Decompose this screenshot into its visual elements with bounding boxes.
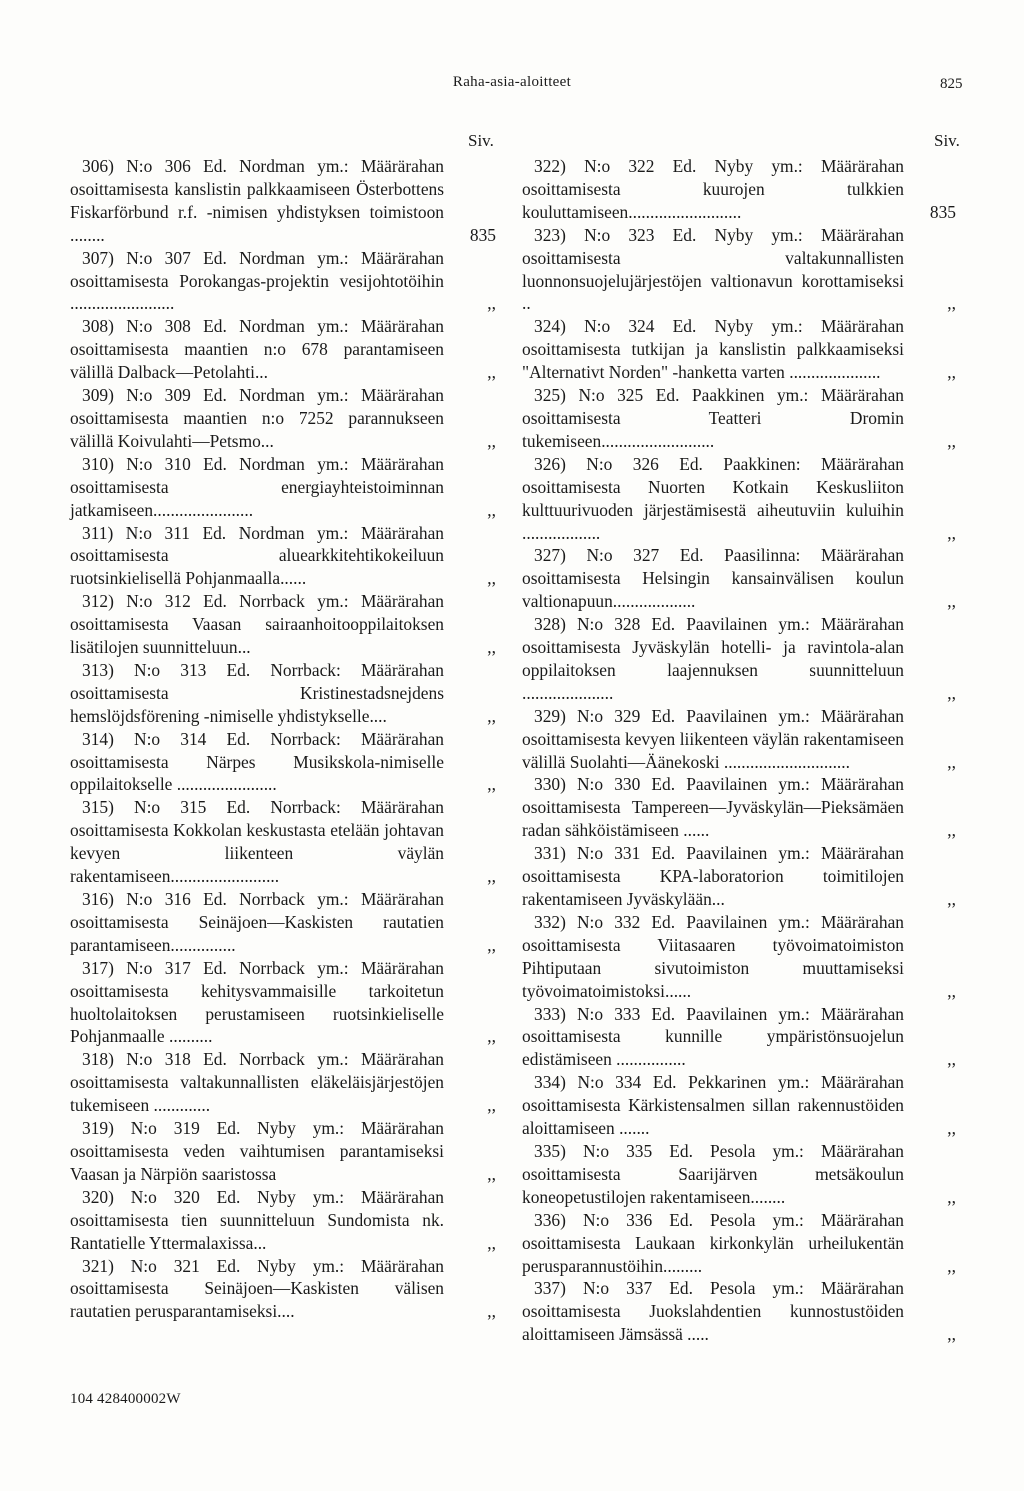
entry-text: 308) N:o 308 Ed. Nordman ym.: Määrärahan osoittamisesta maantien n:o 678 parantamiseen välillä Dalback—Petolahti... [70, 316, 444, 383]
list-item [522, 384, 956, 453]
siv-label: Siv. [468, 131, 494, 150]
entry-text: 309) N:o 309 Ed. Nordman ym.: Määrärahan osoittamisesta maantien n:o 7252 parannukseen välillä Koivulahti—Petsmo... [70, 385, 444, 451]
entry-text: 333) N:o 333 Ed. Paavilainen ym.: Määrärahan osoittamisesta kunnille ympäristönsuojelun edistämiseen ................ [522, 1003, 904, 1070]
entry-page-ref: ,, [487, 934, 496, 955]
entry-page-ref: ,, [487, 1026, 496, 1047]
entry-text: 312) N:o 312 Ed. Norrback ym.: Määrärahan osoittamisesta Vaasan sairaanhoitooppilaitoksen lisätilojen suunnitteluun... [70, 591, 444, 658]
entry-page-ref: ,, [947, 980, 956, 1001]
entry-text: 316) N:o 316 Ed. Norrback ym.: Määrärahan osoittamisesta Seinäjoen—Kaskisten rautatien parantamiseen............... [70, 889, 444, 955]
entry-text: 319) N:o 319 Ed. Nyby ym.: Määrärahan osoittamisesta veden vaihtumisen parantamiseksi Vaasan ja Närpiön saaristossa [70, 1118, 444, 1184]
list-item [522, 224, 956, 316]
entry-text: 313) N:o 313 Ed. Norrback: Määrärahan osoittamisesta Kristinestadsnejdens hemslöjdsförening -nimiselle yhdistykselle.... [70, 659, 444, 726]
entry-text: 334) N:o 334 Ed. Pekkarinen ym.: Määrärahan osoittamisesta Kärkistensalmen sillan rakennustöiden aloittamiseen ....... [522, 1072, 904, 1139]
list-item [522, 613, 956, 705]
page-number: 825 [940, 76, 963, 92]
list-item [522, 1003, 956, 1072]
entry-list [70, 155, 496, 1323]
list-item [70, 247, 496, 316]
running-head: Raha-asia-aloitteet [452, 74, 572, 90]
list-item [70, 315, 496, 384]
entry-text: 322) N:o 322 Ed. Nyby ym.: Määrärahan osoittamisesta kuurojen tulkkien kouluttamiseen.......................... [522, 156, 904, 222]
entry-text: 331) N:o 331 Ed. Paavilainen ym.: Määrärahan osoittamisesta KPA-laboratorion toimitilojen rakentamiseen Jyväskylään... [522, 843, 904, 909]
entry-page-ref: ,, [947, 1255, 956, 1276]
entry-page-ref: ,, [487, 293, 496, 314]
entry-page-ref: ,, [947, 430, 956, 451]
siv-label: Siv. [934, 131, 960, 150]
entry-page-ref: ,, [947, 1118, 956, 1139]
list-item [70, 590, 496, 659]
entry-text: 327) N:o 327 Ed. Paasilinna: Määrärahan osoittamisesta Helsingin kansainvälisen koulun valtionapuun................... [522, 545, 904, 612]
list-item [70, 155, 496, 247]
entry-text: 311) N:o 311 Ed. Nordman ym.: Määrärahan osoittamisesta aluearkkitehtikokeiluun ruotsinkielisellä Pohjanmaalla...... [70, 522, 444, 589]
entry-page-ref: ,, [487, 1163, 496, 1184]
list-item [70, 1117, 496, 1186]
list-item [70, 1255, 496, 1324]
list-item [522, 453, 956, 545]
entry-text: 329) N:o 329 Ed. Paavilainen ym.: Määrärahan osoittamisesta kevyen liikenteen väylän rakentamiseen välillä Suolahti—Äänekoski ............................. [522, 705, 904, 772]
entry-text: 306) N:o 306 Ed. Nordman ym.: Määrärahan osoittamisesta kanslistin palkkaamiseen Österbottens Fiskarförbund r.f. -nimisen yhdistyksen toimistoon ........ [70, 156, 444, 245]
list-item [522, 1071, 956, 1140]
list-item [522, 1277, 956, 1346]
list-item [522, 911, 956, 1003]
list-item [522, 155, 956, 224]
entry-page-ref: ,, [487, 637, 496, 658]
entry-page-ref: ,, [947, 591, 956, 612]
entry-text: 307) N:o 307 Ed. Nordman ym.: Määrärahan osoittamisesta Porokangas-projektin vesijohtotöihin ........................ [70, 247, 444, 314]
entry-text: 314) N:o 314 Ed. Norrback: Määrärahan osoittamisesta Närpes Musikskola-nimiselle oppilaitokselle ....................... [70, 728, 444, 795]
list-item [70, 522, 496, 591]
entry-text: 317) N:o 317 Ed. Norrback ym.: Määrärahan osoittamisesta kehitysvammaisille tarkoitetun huoltolaitoksen perustamiseen ruotsinkieliselle Pohjanmaalle .......... [70, 957, 444, 1047]
entry-page-ref: ,, [487, 362, 496, 383]
list-item [522, 773, 956, 842]
list-item [70, 1186, 496, 1255]
entry-text: 332) N:o 332 Ed. Paavilainen ym.: Määrärahan osoittamisesta Viitasaaren työvoimatoimiston Pihtiputaan sivutoimiston muuttamiseksi työvoimatoimistoksi...... [522, 911, 904, 1001]
entry-text: 326) N:o 326 Ed. Paakkinen: Määrärahan osoittamisesta Nuorten Kotkain Keskusliiton kulttuurivuoden järjestämisestä aiheutuviin kuluihin .................. [522, 453, 904, 543]
entry-page-ref: ,, [947, 1049, 956, 1070]
entry-text: 320) N:o 320 Ed. Nyby ym.: Määrärahan osoittamisesta tien suunnitteluun Sundomista nk. Rantatielle Yttermalaxissa... [70, 1186, 444, 1253]
entry-text: 337) N:o 337 Ed. Pesola ym.: Määrärahan osoittamisesta Juokslahdentien kunnostustöiden aloittamiseen Jämsässä ..... [522, 1278, 904, 1345]
list-item [522, 1140, 956, 1209]
entry-page-ref: ,, [947, 820, 956, 841]
entry-page-ref: ,, [487, 774, 496, 795]
list-item [70, 1048, 496, 1117]
entry-page-ref: ,, [947, 1186, 956, 1207]
entry-text: 335) N:o 335 Ed. Pesola ym.: Määrärahan osoittamisesta Saarijärven metsäkoulun koneopetustilojen rakentamiseen........ [522, 1140, 904, 1207]
entry-text: 330) N:o 330 Ed. Paavilainen ym.: Määrärahan osoittamisesta Tampereen—Jyväskylän—Pieksämäen radan sähköistämiseen ...... [522, 774, 904, 841]
entry-page-ref: ,, [487, 430, 496, 451]
entry-text: 310) N:o 310 Ed. Nordman ym.: Määrärahan osoittamisesta energiayhteistoiminnan jatkamiseen....................... [70, 453, 444, 520]
entry-page-ref: ,, [947, 293, 956, 314]
entry-page-ref: ,, [487, 1232, 496, 1253]
entry-page-ref: ,, [947, 362, 956, 383]
entry-page-ref: ,, [947, 751, 956, 772]
list-item [70, 957, 496, 1049]
list-item [70, 384, 496, 453]
list-item [70, 796, 496, 888]
list-item [70, 728, 496, 797]
entry-page-ref: ,, [487, 1095, 496, 1116]
entry-page-ref: ,, [947, 889, 956, 909]
entry-text: 328) N:o 328 Ed. Paavilainen ym.: Määrärahan osoittamisesta Jyväskylän hotelli- ja ravintola-alan oppilaitoksen laajennuksen suunnitteluun ..................... [522, 614, 904, 703]
entry-text: 325) N:o 325 Ed. Paakkinen ym.: Määrärahan osoittamisesta Teatteri Dromin tukemiseen.......................... [522, 385, 904, 451]
footer-code: 104 428400002W [70, 1391, 181, 1407]
entry-page-ref: 835 [929, 201, 956, 222]
entry-text: 318) N:o 318 Ed. Norrback ym.: Määrärahan osoittamisesta valtakunnallisten eläkeläisjärjestöjen tukemiseen ............. [70, 1049, 444, 1116]
entry-text: 315) N:o 315 Ed. Norrback: Määrärahan osoittamisesta Kokkolan keskustasta etelään johtavan kevyen liikenteen väylän rakentamiseen......................... [70, 797, 444, 887]
entry-text: 321) N:o 321 Ed. Nyby ym.: Määrärahan osoittamisesta Seinäjoen—Kaskisten välisen rautatien perusparantamiseksi.... [70, 1255, 444, 1322]
list-item [70, 659, 496, 728]
entry-list [522, 155, 956, 1346]
entry-page-ref: ,, [947, 1324, 956, 1345]
entry-page-ref: ,, [487, 568, 496, 589]
entry-page-ref: ,, [487, 499, 496, 520]
list-item [522, 1209, 956, 1278]
list-item [522, 544, 956, 613]
list-item [522, 705, 956, 774]
entry-page-ref: ,, [487, 1301, 496, 1322]
entry-text: 323) N:o 323 Ed. Nyby ym.: Määrärahan osoittamisesta valtakunnallisten luonnonsuojelujärjestöjen valtionavun korottamiseksi .. [522, 224, 904, 314]
entry-page-ref: ,, [947, 522, 956, 543]
list-item [70, 888, 496, 957]
list-item [70, 453, 496, 522]
entry-page-ref: 835 [469, 224, 496, 245]
list-item [522, 315, 956, 384]
entry-page-ref: ,, [487, 705, 496, 726]
entry-text: 324) N:o 324 Ed. Nyby ym.: Määrärahan osoittamisesta tutkijan ja kanslistin palkkaamiseksi "Alternativt Norden" -hanketta varten ..................... [522, 316, 904, 383]
entry-page-ref: ,, [947, 682, 956, 703]
entry-text: 336) N:o 336 Ed. Pesola ym.: Määrärahan osoittamisesta Laukaan kirkonkylän urheilukentän perusparannustöihin......... [522, 1209, 904, 1276]
entry-page-ref: ,, [487, 866, 496, 887]
list-item [522, 842, 956, 911]
